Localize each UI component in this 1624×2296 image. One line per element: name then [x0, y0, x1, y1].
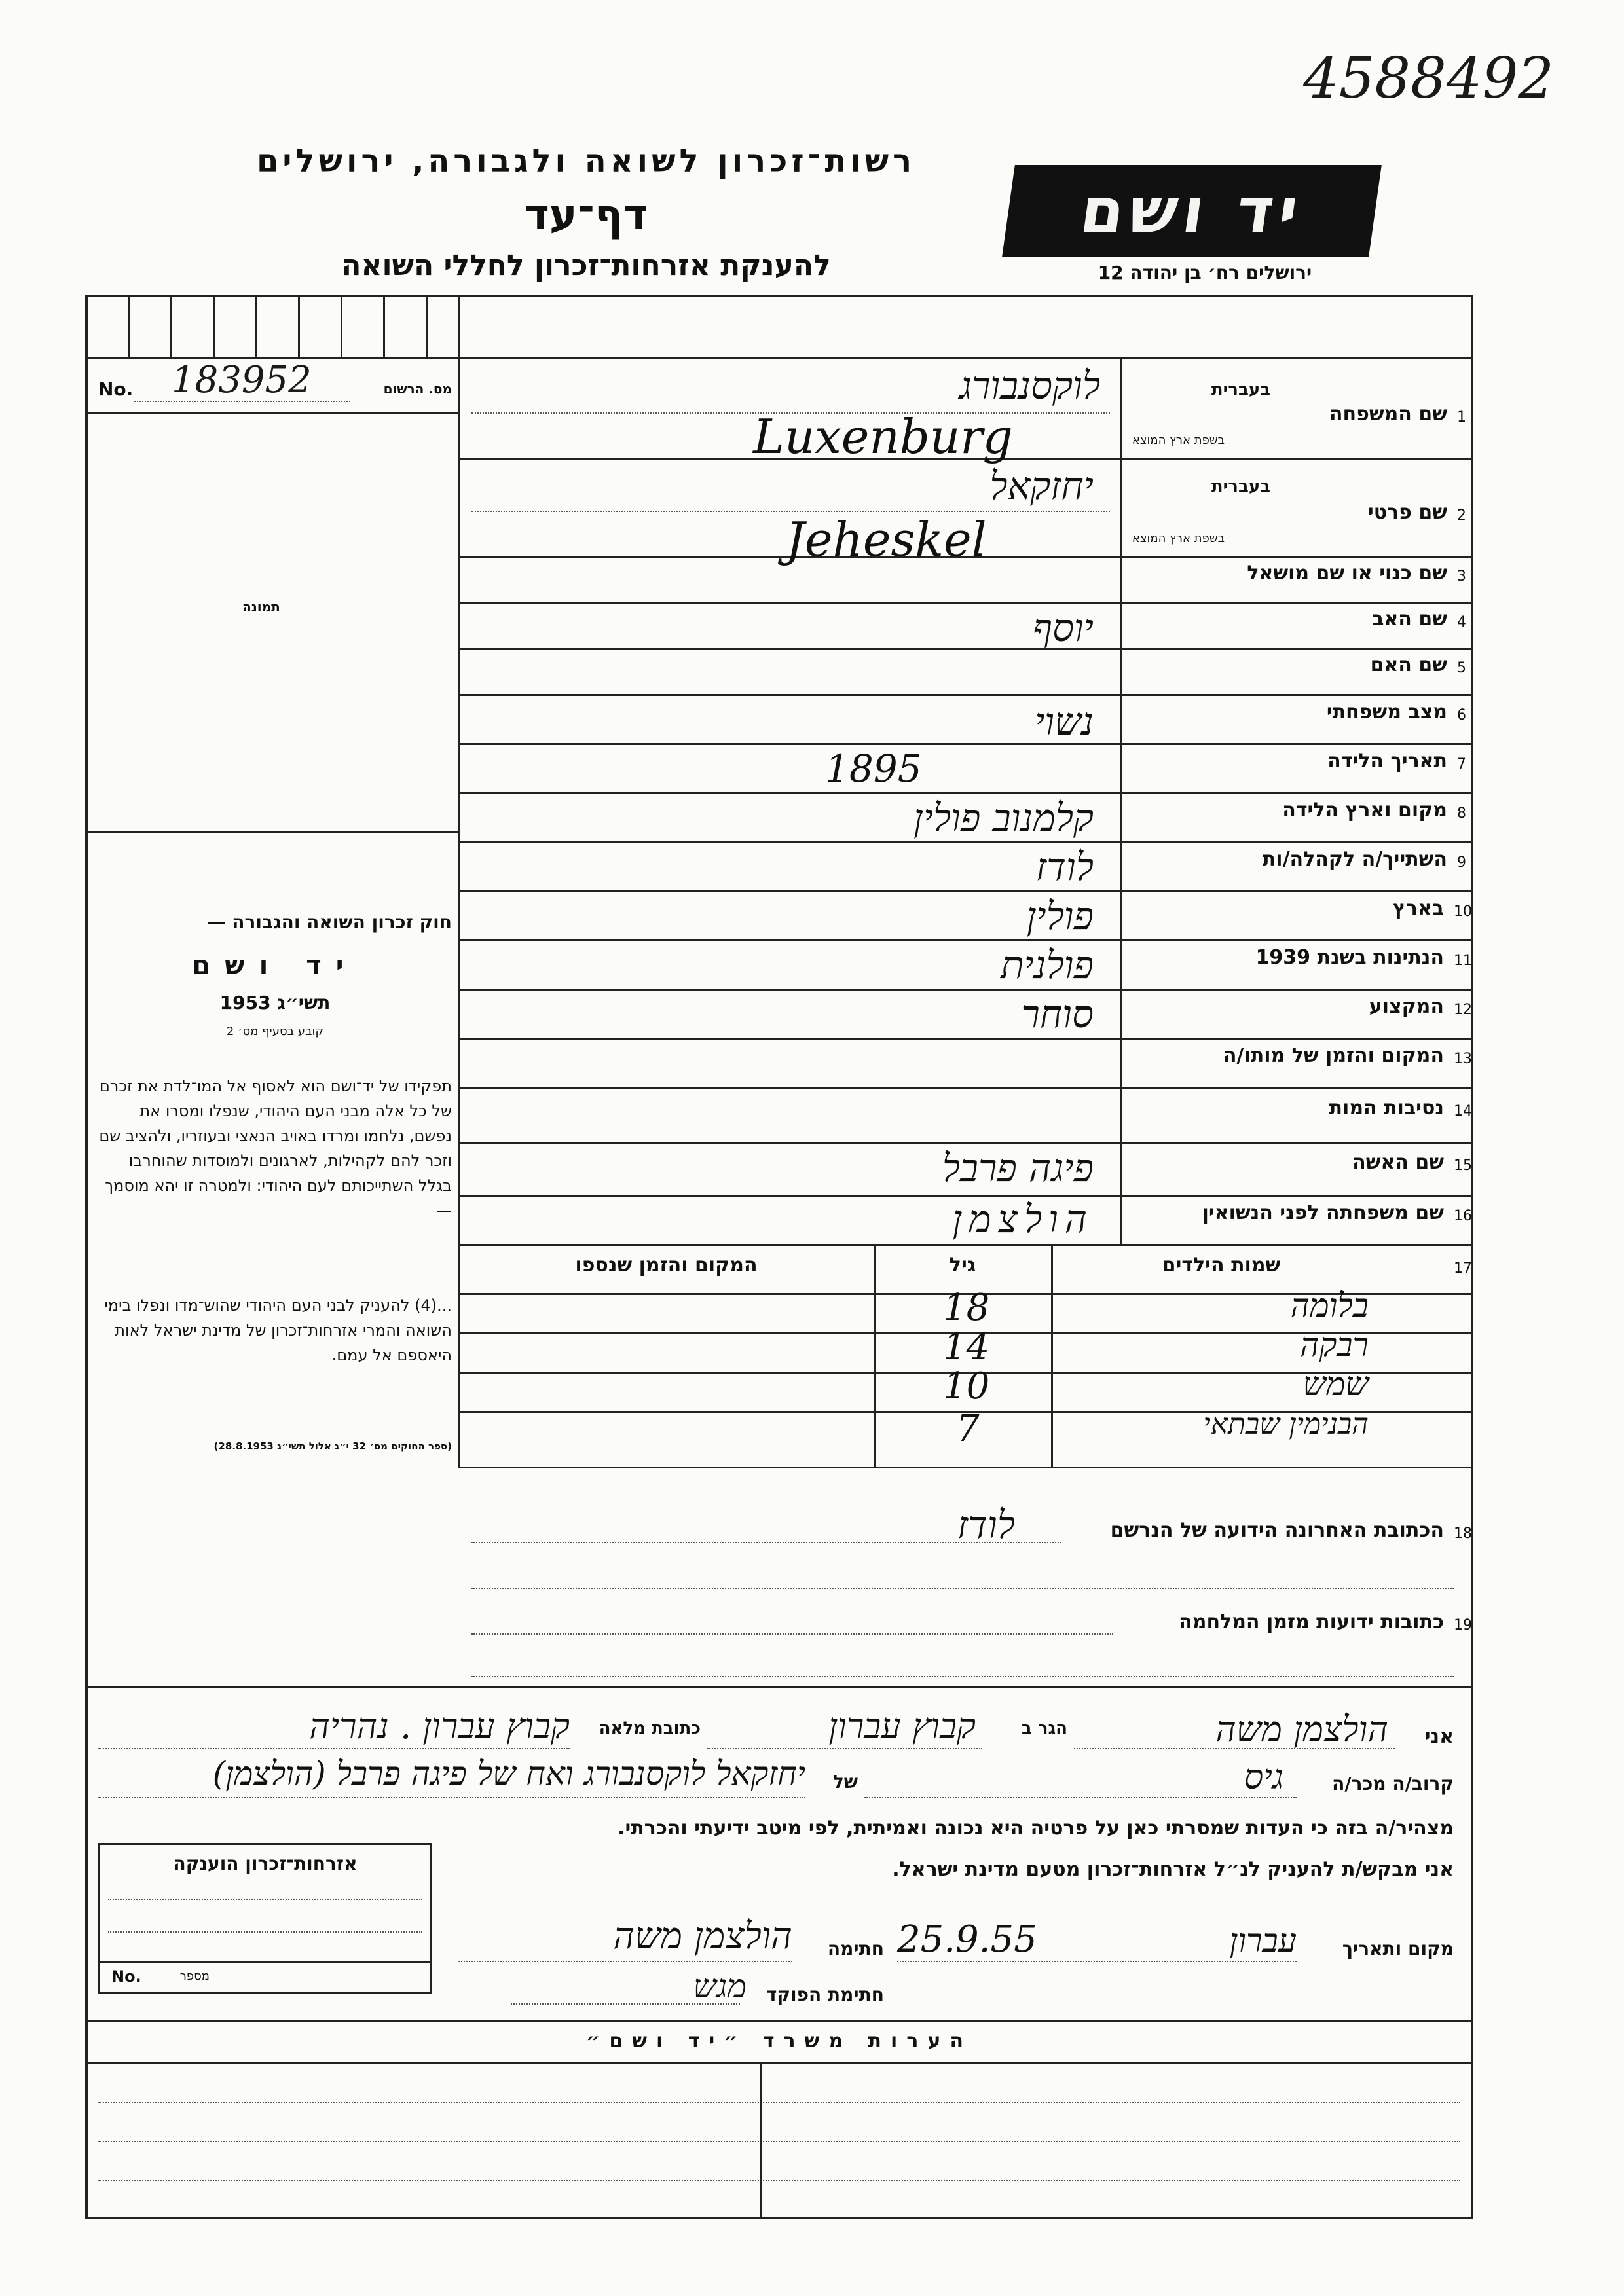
field-4-value: יוסף [1032, 606, 1094, 650]
registration-no-label: No. [98, 378, 134, 400]
field-11-number: 11 [1454, 953, 1472, 969]
field-10-number: 10 [1454, 903, 1472, 920]
law-title: חוק זכרון השואה והגבורה — [207, 911, 452, 933]
field-18-label: הכתובת האחרונה הידועה של הנרשם [1110, 1519, 1444, 1542]
declarant-signature: הולצמן משה [613, 1915, 792, 1958]
citizenship-no-label: No. [111, 1967, 141, 1986]
field-2-value-hebrew: יחזקאל [989, 464, 1094, 508]
field-19-label: כתובות ידועות מזמן המלחמה [1179, 1611, 1444, 1633]
field-17-number: 17 [1454, 1260, 1472, 1277]
field-9-value: לודז [1035, 845, 1094, 889]
field-10-value: פולין [1026, 894, 1094, 938]
field-13-label: המקום והזמן של מותו/ה [1223, 1044, 1444, 1067]
field-9-number: 9 [1457, 854, 1466, 871]
field-9-label: השתייך/ה לקהלה/ות [1262, 848, 1447, 871]
field-1-value-latin: Luxenburg [753, 409, 1013, 464]
field-15-label: שם האשה [1352, 1151, 1444, 1174]
archive-number: 4588492 [1303, 46, 1555, 111]
field-19-number: 19 [1454, 1617, 1472, 1633]
field-11-label: הנתינות בשנת 1939 [1255, 946, 1444, 969]
field-6-number: 6 [1457, 707, 1466, 723]
relative-label: קרוב/ה מכר/ה [1332, 1773, 1454, 1795]
field-16-number: 16 [1454, 1208, 1472, 1224]
field-1-label: שם המשפחה [1329, 403, 1447, 426]
field-4-number: 4 [1457, 614, 1466, 630]
field-14-label: נסיבות המות [1329, 1097, 1444, 1120]
child-age: 18 [943, 1286, 990, 1329]
children-names-header: שמות הילדים [1162, 1254, 1281, 1277]
field-2-value-latin: Jeheskel [786, 512, 987, 567]
full-address: קבוץ עברון . נהריה [309, 1705, 570, 1747]
child-name: שמש [1302, 1365, 1369, 1403]
form-subtitle: להענקת אזרחות־זכרון לחללי השואה [341, 249, 831, 282]
field-7-value: 1895 [825, 746, 922, 791]
field-7-label: תאריך הלידה [1327, 750, 1447, 773]
child-name: רבקה [1300, 1326, 1369, 1364]
declarant-name: הולצמן משה [1215, 1709, 1388, 1750]
field-14-number: 14 [1454, 1103, 1472, 1120]
field-15-value: פיגה פרבל [942, 1146, 1094, 1190]
field-4-label: שם האב [1372, 608, 1447, 630]
field-3-label: שם כנוי או שם מושאל [1247, 562, 1447, 585]
officer-signature: מגש [693, 1967, 747, 2005]
field-8-number: 8 [1457, 805, 1466, 822]
field-12-value: סוחר [1021, 992, 1094, 1036]
field-15-number: 15 [1454, 1157, 1472, 1174]
law-source: (ספר החוקים מס׳ 32 י״ג אלול תשי״ג 28.8.1953) [213, 1440, 452, 1452]
field-1-value-hebrew: לוקסנבורג [959, 363, 1100, 408]
child-name: הבנימין שבתאי [1203, 1408, 1369, 1441]
logo-text: יד ושם [1075, 174, 1308, 247]
place-value: עברון [1229, 1922, 1297, 1959]
field-16-value: הולצמן [952, 1197, 1094, 1241]
field-8-label: מקום וארץ הלידה [1282, 799, 1447, 822]
declaration-ani: אני [1424, 1725, 1454, 1748]
law-paragraph-1: תפקידו של יד־ושם הוא לאסוף אל המו־לדת את זכרם של כל אלה מבני העם היהודי, שנפלו ומסרו את נפשם, נלחמו ומרדו באויב הנאצי ובעוזריו, ולהציב שם וזכר להם לקהילות, לארגונים ולמוסדות שהוחרבו בגלל השתייכותם לעם היהודי: ולמטרה זו יהא מוסמך — [99, 1077, 452, 1220]
field-1-sub-hebrew: בעברית [1211, 380, 1270, 399]
field-18-value: לודז [957, 1503, 1015, 1547]
field-6-label: מצב משפחתי [1326, 701, 1447, 723]
field-12-label: המקצוע [1369, 995, 1444, 1018]
field-1-sub-origin: בשפת ארץ המוצא [1132, 433, 1225, 447]
field-2-number: 2 [1457, 507, 1466, 524]
children-age-header: גיל [949, 1254, 976, 1277]
field-1-number: 1 [1457, 409, 1466, 426]
place-date-label: מקום ותאריך [1342, 1938, 1454, 1959]
field-12-number: 12 [1454, 1002, 1472, 1018]
field-11-value: פולנית [1001, 943, 1094, 987]
child-age: 10 [943, 1365, 990, 1408]
citizenship-number-label: מספר [179, 1969, 210, 1983]
relation-value: גיס [1244, 1758, 1283, 1797]
law-year: תשי״ג 1953 [219, 992, 331, 1013]
field-10-label: בארץ [1392, 897, 1444, 920]
child-age: 7 [956, 1408, 980, 1450]
field-7-number: 7 [1457, 756, 1466, 773]
field-2-label: שם פרטי [1367, 501, 1447, 524]
field-5-number: 5 [1457, 660, 1466, 676]
field-2-sub-origin: בשפת ארץ המוצא [1132, 532, 1225, 545]
declaration-request: אני מבקש/ת להעניק לנ״ל אזרחות־זכרון מטעם מדינת ישראל. [892, 1858, 1454, 1881]
registration-label: מס. הרשום [383, 381, 452, 397]
field-16-label: שם משפחתה לפני הנשואין [1202, 1201, 1444, 1224]
registration-number: 183952 [172, 359, 312, 401]
authority-title: רשות־זכרון לשואה ולגבורה, ירושלים [256, 143, 916, 179]
field-8-value: קלמנוב פולין [913, 795, 1094, 840]
field-3-number: 3 [1457, 568, 1466, 585]
signature-label: חתימה [827, 1938, 884, 1959]
child-name: בלומה [1290, 1286, 1369, 1324]
form-title: דף־עד [525, 191, 648, 240]
resides-in-label: הגר ב [1021, 1719, 1067, 1738]
field-2-sub-hebrew: בעברית [1211, 477, 1270, 496]
child-age: 14 [943, 1326, 990, 1368]
field-18-number: 18 [1454, 1525, 1472, 1542]
full-address-label: כתובת מלאה [599, 1719, 701, 1738]
declarant-city: קבוץ עברון [828, 1705, 976, 1747]
yad-vashem-logo [1002, 165, 1382, 257]
officer-signature-label: חתימת הפוקד [766, 1984, 884, 2005]
of-label: של [832, 1771, 858, 1793]
declaration-statement: מצהיר/ה בזה כי העדות שמסרתי כאן על פרטיה היא נכונה ואמיתית, לפי מיטב ידיעתי והכרתי. [618, 1817, 1454, 1840]
date-value: 25.9.55 [897, 1918, 1037, 1961]
photo-label: תמונה [242, 599, 280, 615]
of-value: יחזקאל לוקסנבורג ואח של פיגה פרבל (הולצמן) [212, 1755, 805, 1793]
field-6-value: נשוי [1035, 699, 1094, 744]
citizenship-box-title: אזרחות־זכרון הוענקה [173, 1853, 358, 1874]
law-paragraph-2: ...(4) להעניק לבני העם היהודי שהוש־מדו ונפלו בימי השואה והמרי אזרחות־זכרון של מדינת ישראל לאות היאספם אל עמם. [104, 1296, 452, 1364]
logo-address: ירושלים רח׳ בן יהודה 12 [1098, 262, 1312, 283]
field-5-label: שם האם [1370, 653, 1447, 676]
law-name: יד ושם [192, 951, 358, 981]
children-place-header: המקום והזמן שנספו [575, 1254, 758, 1277]
remarks-title: הערות משרד ״יד ושם״ [586, 2030, 972, 2052]
law-clause: קובע בסעיף מס׳ 2 [226, 1025, 324, 1038]
field-13-number: 13 [1454, 1051, 1472, 1067]
